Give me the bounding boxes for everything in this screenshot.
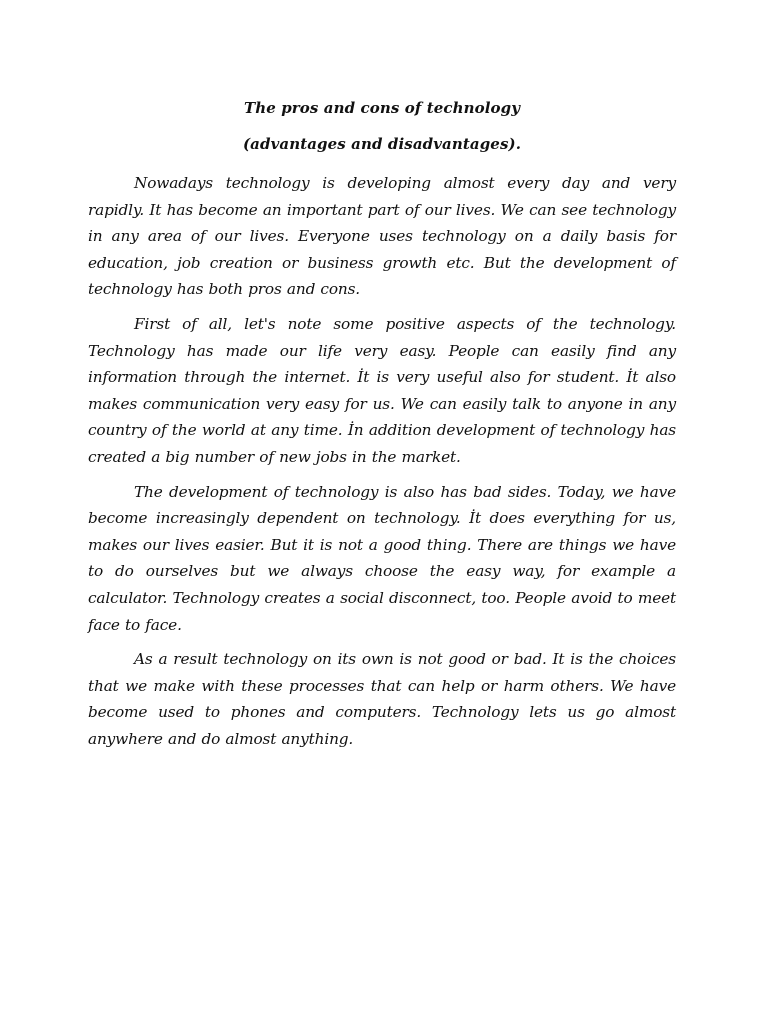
paragraph-disadvantages: The development of technology is also has bad sides. Today, we have become increasingly dependent on technology. İt does everything for us, makes our lives easier. But it is not a good thing. There are things we have to do ourselves but we always choose the easy way, for example a calculator. Technology creates a social disconnect, too. People avoid to meet face to face. [88,482,676,634]
paragraph-advantages: First of all, let's note some positive aspects of the technology. Technology has made our life very easy. People can easily find any information through the internet. İt is very useful also for student. İt also makes communication very easy for us. We can easily talk to anyone in any country of the world at any time. İn addition development of technology has created a big number of new jobs in the market. [88,314,676,466]
document-subtitle: (advantages and disadvantages). [242,135,522,153]
paragraph-intro: Nowadays technology is developing almost every day and very rapidly. It has become an important part of our lives. We can see technology in any area of our lives. Everyone uses technology on a daily basis for education, job creation or business growth etc. But the development of technology has both pros and cons. [88,174,676,299]
document-title: The pros and cons of technology [243,99,521,117]
paragraph-conclusion: As a result technology on its own is not good or bad. It is the choices that we make with these processes that can help or harm others. We have become used to phones and computers. Technology lets us go almost anywhere and do almost anything. [88,650,676,748]
document-body [88,94,676,752]
